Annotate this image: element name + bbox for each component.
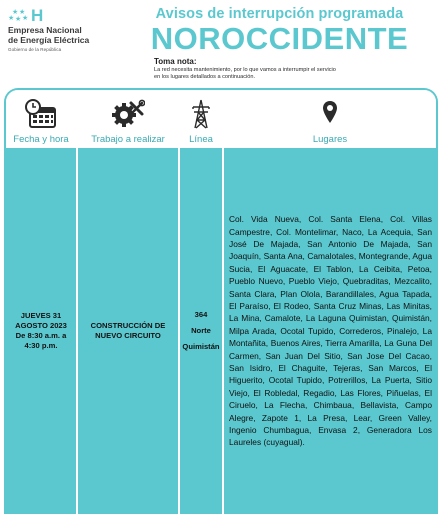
map-pin-icon [321,99,339,129]
header-line [180,90,222,148]
page-title: Avisos de interrupción programada [155,6,404,22]
note-title: Toma nota: [154,57,197,66]
stars-icon: ★ ★ ★ ★ ★ [8,9,29,23]
note-line-2: en los lugares detallados a continuación. [154,74,256,80]
calendar-clock-icon [24,99,58,129]
header-work [78,90,178,148]
date-time-text: JUEVES 31 AGOSTO 2023 De 8:30 a.m. a 4:30 p.m. [15,311,67,350]
line-number: 364 [194,310,208,319]
cell-work [78,148,178,514]
logo-letter: H [31,6,44,25]
cell-date [6,148,76,514]
interruption-table [4,88,438,514]
column-date [6,90,78,514]
header-date [6,90,76,148]
places-list: Col. Vida Nueva, Col. Santa Elena, Col. Villas Campestre, Col. Montelimar, Naco, La Acequia, San José De Majada, San Antonio De Majada, San Joaquín, Santa Ana, Camalotales, Montegrande, Agua Sucia, El Aguacate, El Tablon, La Ceibita, Petoa, Pueblo Nuevo, Pueblo Viejo, Quebraditas, Mezcalito, Santa Clara, Plan Olola, Barandillales, Agua Tapada, El Paraíso, El Rodeo, Santa Cruz Minas, Las Minitas, La Mina, Camalote, La Laguna Quimistan, Quimistán, Milpa Arada, Ocotal Tupido, Correderos, Pinalejo, La Montañita, Buenos Aires, Tierra Amarilla, La Guna Del Carmen, San Juan Del Sitio, San Jose Del Cacao, San Isidro, El Chaguite, Tejeras, San Marcos, El Higuerito, Ocotal Tupido, Potrerillos, La Puerta, Sitio Viejo, El Robledal, Regadio, Las Flores, Piñuelas, El Ciruelo, La Flecha, Chimbaua, Bellavista, Campo Alegre, Zapote 1, La Presa, Lear, Green Valley, Ingenio Chumbagua, Envasa 2, Generadora Los Laureles (cuyagual). [229,214,432,448]
company-name-line2: de Energía Eléctrica [8,34,90,45]
company-name-line1: Empresa Nacional [8,25,82,35]
column-line [180,90,224,514]
note-block [154,57,434,81]
header-places-label: Lugares [312,134,348,145]
government-label: Gobierno de la República [8,47,62,52]
cell-line [180,148,222,514]
region-title: NOROCCIDENTE [150,21,409,56]
header-date-label: Fecha y hora [13,134,69,145]
header-work-label: Trabajo a realizar [91,134,165,145]
line-name: Quimistán [182,342,220,351]
header-places [224,90,436,148]
logo-mark [8,8,118,24]
header-line-label: Línea [189,134,213,145]
column-places [224,90,436,514]
enee-logo [8,8,118,52]
gear-tools-icon [111,99,145,129]
work-text: CONSTRUCCIÓN DE NUEVO CIRCUITO [90,321,166,340]
line-direction: Norte [191,326,211,335]
cell-places [224,148,436,514]
power-tower-icon [191,99,211,129]
note-line-1: La red necesita mantenimiento, por lo que vamos a interrumpir el servicio [154,67,336,73]
column-work [78,90,180,514]
